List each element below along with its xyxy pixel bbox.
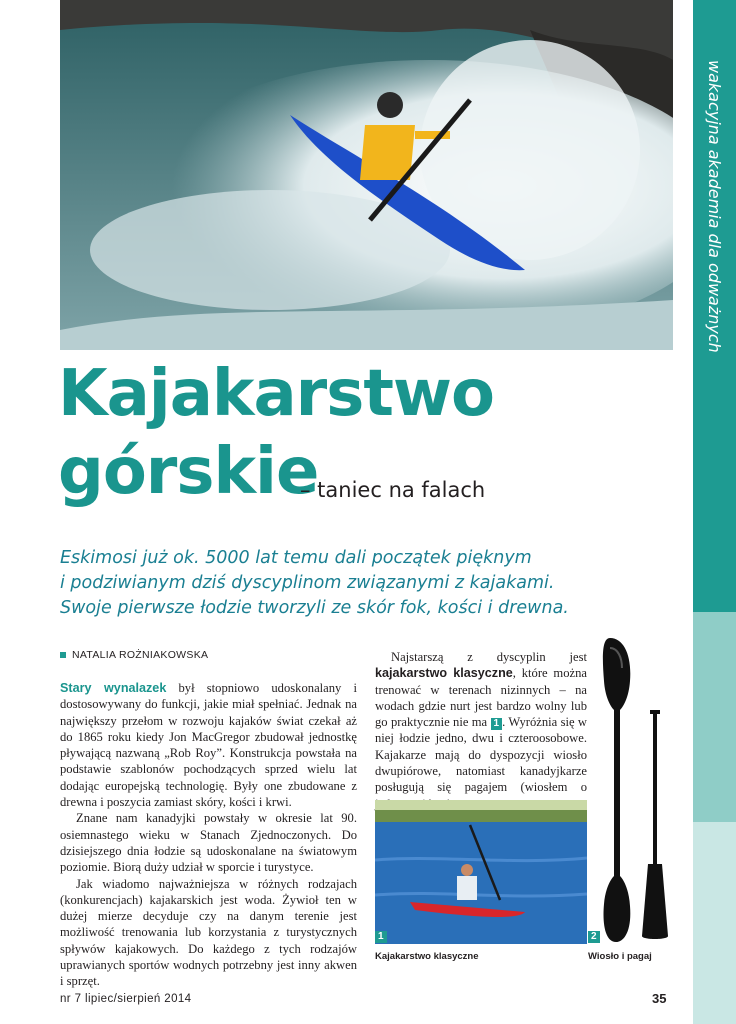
section-label: wakacyjna akademia dla odważnych bbox=[705, 60, 724, 353]
body-column-1 bbox=[60, 680, 357, 990]
title-line-1: Kajakarstwo bbox=[58, 357, 494, 431]
page-number: 35 bbox=[652, 991, 667, 1006]
author-byline bbox=[60, 649, 208, 661]
paddle-and-canoe-paddle-illustration bbox=[598, 636, 678, 948]
paragraph-text: . Wyróżnia się w niej łodzie jedno, dwu i czteroosobowe. Kajakarze mają do dyspozycji wiosło dwupiórowe, natomiast kanadyjkarze posługują się pagajem (wiosłem o bbox=[375, 715, 588, 795]
classic-kayak-illustration bbox=[375, 800, 587, 944]
whitewater-kayak-illustration bbox=[60, 0, 673, 350]
figure-2-caption: Wiosło i pagaj bbox=[588, 951, 652, 962]
paragraph: Jak wiadomo najważniejsza w różnych rodzajach (konkurencjach) kajakarskich jest woda. Żywioł ten w dużej mierze decyduje czy na danym terenie jest możliwość trenowania lub korzystania z turystycznych spływów kajakowych. Do każdego z tych rodzajów uprawianych sportów wodnych potrzebny jest inny akwen i sprzęt. bbox=[60, 876, 357, 989]
title-line-2: górskie bbox=[58, 435, 319, 509]
paragraph-text: , które można trenować w terenach nizinnych – na wodach gdzie nurt jest bardzo wolny lub go praktycznie nie ma bbox=[375, 666, 587, 730]
figure-reference-1: 1 bbox=[491, 718, 503, 730]
paragraph: Znane nam kanadyjki powstały w okresie lat 90. osiemnastego wieku w Stanach Zjednoczonych. Do dzisiejszego dnia łodzie są udoskonalane na światowym poziomie. Biorą duży udział w sporcie i turystyce. bbox=[60, 811, 357, 875]
article-subtitle: – taniec na falach bbox=[300, 478, 486, 502]
paragraph-text: był stopniowo udoskonalany i dostosowywany do funkcji, jakie miał spełniać. Jednak na największy przełom w rozwoju kajaków świat czekał aż do 1865 roku kiedy Jon MacGregor zbudował jednostkę pływającą nazwaną „Rob Roy”. Konstrukcja powstała na podstawie szablonów pochodzących sprzed wielu lat dodając europejską technologię. Były one zbudowane z drewna i poszycia zamiast skóry, kości i krwi. bbox=[60, 681, 357, 810]
hero-photo bbox=[60, 0, 673, 350]
lead-line: Swoje pierwsze łodzie tworzyli ze skór fok, kości i drewna. bbox=[60, 598, 569, 618]
sidebar-band-light bbox=[693, 822, 736, 1024]
figure-2-marker: 2 bbox=[588, 931, 600, 943]
lead-line: Eskimosi już ok. 5000 lat temu dali początek pięknym bbox=[60, 548, 532, 568]
sidebar-band-medium bbox=[693, 612, 736, 822]
highlighted-term: kajakarstwo klasyczne bbox=[375, 666, 513, 681]
section-sidebar bbox=[693, 0, 736, 1024]
paragraph bbox=[60, 680, 357, 810]
issue-info: nr 7 lipiec/sierpień 2014 bbox=[60, 993, 192, 1005]
article-lead bbox=[60, 546, 660, 621]
classic-kayak-photo bbox=[375, 800, 587, 944]
paragraph-lead-in: Stary wynalazek bbox=[60, 681, 167, 695]
paragraph-text: Najstarszą z dyscyplin jest bbox=[391, 650, 587, 664]
bullet-square-icon bbox=[60, 652, 66, 658]
figure-1-caption: Kajakarstwo klasyczne bbox=[375, 951, 479, 962]
body-column-2 bbox=[375, 649, 587, 812]
paragraph bbox=[375, 649, 587, 812]
lead-line: i podziwianym dziś dyscyplinom związanymi z kajakami. bbox=[60, 573, 555, 593]
figure-1-marker: 1 bbox=[375, 931, 387, 943]
author-name: NATALIA ROŻNIAKOWSKA bbox=[72, 649, 209, 661]
paddles-photo bbox=[598, 636, 678, 948]
